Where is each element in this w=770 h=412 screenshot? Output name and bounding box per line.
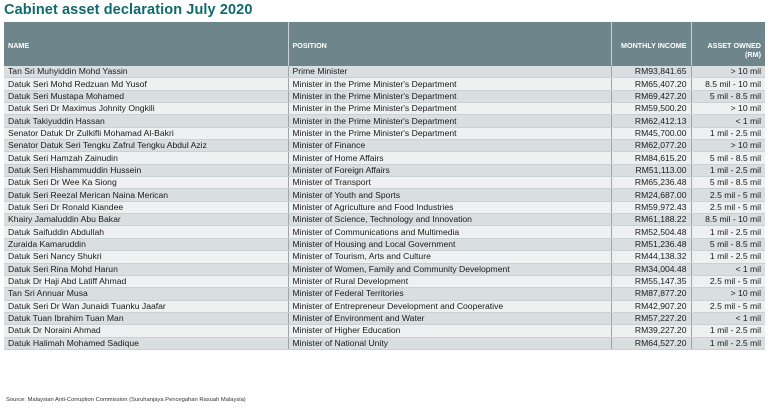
name-cell: Datuk Saifuddin Abdullah — [4, 226, 288, 238]
income-cell: RM57,227.20 — [611, 312, 691, 324]
page-title: Cabinet asset declaration July 2020 — [4, 2, 253, 18]
name-cell: Datuk Seri Hishammuddin Hussein — [4, 164, 288, 176]
position-cell: Minister of Youth and Sports — [288, 189, 611, 201]
asset-table — [4, 22, 765, 350]
position-cell: Minister of Entrepreneur Development and Cooperative — [288, 300, 611, 312]
table-row — [4, 263, 765, 275]
name-cell: Datuk Seri Dr Wan Junaidi Tuanku Jaafar — [4, 300, 288, 312]
position-cell: Minister of Rural Development — [288, 275, 611, 287]
asset-cell: 2.5 mil - 5 mil — [691, 275, 765, 287]
table-row — [4, 325, 765, 337]
income-cell: RM51,236.48 — [611, 238, 691, 250]
table-row — [4, 127, 765, 139]
position-cell: Minister in the Prime Minister's Department — [288, 78, 611, 90]
income-cell: RM42,907.20 — [611, 300, 691, 312]
header-position: POSITION — [288, 22, 611, 66]
table-row — [4, 288, 765, 300]
table-row — [4, 312, 765, 324]
table-row — [4, 164, 765, 176]
asset-cell: 8.5 mil - 10 mil — [691, 214, 765, 226]
asset-cell: 2.5 mil - 5 mil — [691, 300, 765, 312]
income-cell: RM65,236.48 — [611, 177, 691, 189]
table-row — [4, 189, 765, 201]
name-cell: Datuk Seri Dr Ronald Kiandee — [4, 201, 288, 213]
table-row — [4, 115, 765, 127]
name-cell: Datuk Halimah Mohamed Sadique — [4, 337, 288, 349]
asset-cell: 2.5 mil - 5 mil — [691, 189, 765, 201]
position-cell: Minister of Finance — [288, 140, 611, 152]
table-row — [4, 238, 765, 250]
income-cell: RM64,527.20 — [611, 337, 691, 349]
asset-cell: 5 mil - 8.5 mil — [691, 152, 765, 164]
position-cell: Minister of Communications and Multimedia — [288, 226, 611, 238]
table-row — [4, 251, 765, 263]
name-cell: Senator Datuk Dr Zulkifli Mohamad Al-Bakri — [4, 127, 288, 139]
table-row — [4, 152, 765, 164]
name-cell: Datuk Seri Dr Wee Ka Siong — [4, 177, 288, 189]
asset-cell: 1 mil - 2.5 mil — [691, 127, 765, 139]
name-cell: Senator Datuk Seri Tengku Zafrul Tengku Abdul Aziz — [4, 140, 288, 152]
income-cell: RM69,427.20 — [611, 90, 691, 102]
header-asset-owned: ASSET OWNED (RM) — [691, 22, 765, 66]
asset-cell: 1 mil - 2.5 mil — [691, 226, 765, 238]
name-cell: Zuraida Kamaruddin — [4, 238, 288, 250]
asset-cell: 5 mil - 8.5 mil — [691, 90, 765, 102]
name-cell: Tan Sri Annuar Musa — [4, 288, 288, 300]
asset-cell: 1 mil - 2.5 mil — [691, 164, 765, 176]
name-cell: Datuk Seri Hamzah Zainudin — [4, 152, 288, 164]
table-row — [4, 78, 765, 90]
table-row — [4, 337, 765, 349]
asset-cell: 1 mil - 2.5 mil — [691, 337, 765, 349]
position-cell: Minister in the Prime Minister's Department — [288, 115, 611, 127]
source-note: Source: Malaysian Anti-Corruption Commission (Suruhanjaya Pencegahan Rasuah Malaysia) — [6, 397, 246, 403]
asset-cell: 1 mil - 2.5 mil — [691, 325, 765, 337]
table-row — [4, 214, 765, 226]
name-cell: Tan Sri Muhyiddin Mohd Yassin — [4, 66, 288, 78]
name-cell: Datuk Seri Mustapa Mohamed — [4, 90, 288, 102]
table-row — [4, 226, 765, 238]
name-cell: Datuk Seri Dr Maximus Johnity Ongkili — [4, 103, 288, 115]
income-cell: RM51,113.00 — [611, 164, 691, 176]
position-cell: Minister of Housing and Local Government — [288, 238, 611, 250]
position-cell: Minister of Women, Family and Community Development — [288, 263, 611, 275]
table-row — [4, 300, 765, 312]
asset-cell: > 10 mil — [691, 66, 765, 78]
position-cell: Minister of Transport — [288, 177, 611, 189]
income-cell: RM55,147.35 — [611, 275, 691, 287]
asset-cell: 2.5 mil - 5 mil — [691, 201, 765, 213]
table-row — [4, 90, 765, 102]
name-cell: Datuk Dr Haji Abd Latiff Ahmad — [4, 275, 288, 287]
asset-cell: > 10 mil — [691, 103, 765, 115]
position-cell: Minister of Science, Technology and Innovation — [288, 214, 611, 226]
table-row — [4, 201, 765, 213]
asset-cell: < 1 mil — [691, 263, 765, 275]
header-monthly-income: MONTHLY INCOME — [611, 22, 691, 66]
position-cell: Minister in the Prime Minister's Department — [288, 103, 611, 115]
header-name: NAME — [4, 22, 288, 66]
position-cell: Minister of National Unity — [288, 337, 611, 349]
asset-cell: > 10 mil — [691, 288, 765, 300]
income-cell: RM61,188.22 — [611, 214, 691, 226]
income-cell: RM65,407.20 — [611, 78, 691, 90]
income-cell: RM34,004.48 — [611, 263, 691, 275]
income-cell: RM24,687.00 — [611, 189, 691, 201]
name-cell: Datuk Seri Nancy Shukri — [4, 251, 288, 263]
table-row — [4, 275, 765, 287]
income-cell: RM44,138.32 — [611, 251, 691, 263]
position-cell: Minister in the Prime Minister's Department — [288, 127, 611, 139]
asset-cell: > 10 mil — [691, 140, 765, 152]
name-cell: Datuk Seri Reezal Merican Naina Merican — [4, 189, 288, 201]
income-cell: RM39,227.20 — [611, 325, 691, 337]
asset-cell: < 1 mil — [691, 312, 765, 324]
income-cell: RM52,504.48 — [611, 226, 691, 238]
position-cell: Minister of Higher Education — [288, 325, 611, 337]
asset-table-container — [4, 22, 765, 350]
income-cell: RM59,500.20 — [611, 103, 691, 115]
position-cell: Minister of Foreign Affairs — [288, 164, 611, 176]
asset-cell: < 1 mil — [691, 115, 765, 127]
income-cell: RM87,877.20 — [611, 288, 691, 300]
income-cell: RM45,700.00 — [611, 127, 691, 139]
position-cell: Prime Minister — [288, 66, 611, 78]
name-cell: Datuk Takiyuddin Hassan — [4, 115, 288, 127]
table-body — [4, 66, 765, 349]
table-row — [4, 140, 765, 152]
name-cell: Datuk Seri Mohd Redzuan Md Yusof — [4, 78, 288, 90]
table-header-row — [4, 22, 765, 66]
table-row — [4, 103, 765, 115]
table-row — [4, 66, 765, 78]
position-cell: Minister of Federal Territories — [288, 288, 611, 300]
asset-cell: 8.5 mil - 10 mil — [691, 78, 765, 90]
income-cell: RM62,412.13 — [611, 115, 691, 127]
name-cell: Datuk Dr Noraini Ahmad — [4, 325, 288, 337]
position-cell: Minister of Home Affairs — [288, 152, 611, 164]
name-cell: Datuk Tuan Ibrahim Tuan Man — [4, 312, 288, 324]
income-cell: RM59,972.43 — [611, 201, 691, 213]
name-cell: Datuk Seri Rina Mohd Harun — [4, 263, 288, 275]
income-cell: RM62,077.20 — [611, 140, 691, 152]
position-cell: Minister of Agriculture and Food Industries — [288, 201, 611, 213]
position-cell: Minister of Environment and Water — [288, 312, 611, 324]
asset-cell: 5 mil - 8.5 mil — [691, 238, 765, 250]
asset-cell: 1 mil - 2.5 mil — [691, 251, 765, 263]
income-cell: RM84,615.20 — [611, 152, 691, 164]
position-cell: Minister of Tourism, Arts and Culture — [288, 251, 611, 263]
income-cell: RM93,841.65 — [611, 66, 691, 78]
position-cell: Minister in the Prime Minister's Department — [288, 90, 611, 102]
asset-cell: 5 mil - 8.5 mil — [691, 177, 765, 189]
table-row — [4, 177, 765, 189]
name-cell: Khairy Jamaluddin Abu Bakar — [4, 214, 288, 226]
